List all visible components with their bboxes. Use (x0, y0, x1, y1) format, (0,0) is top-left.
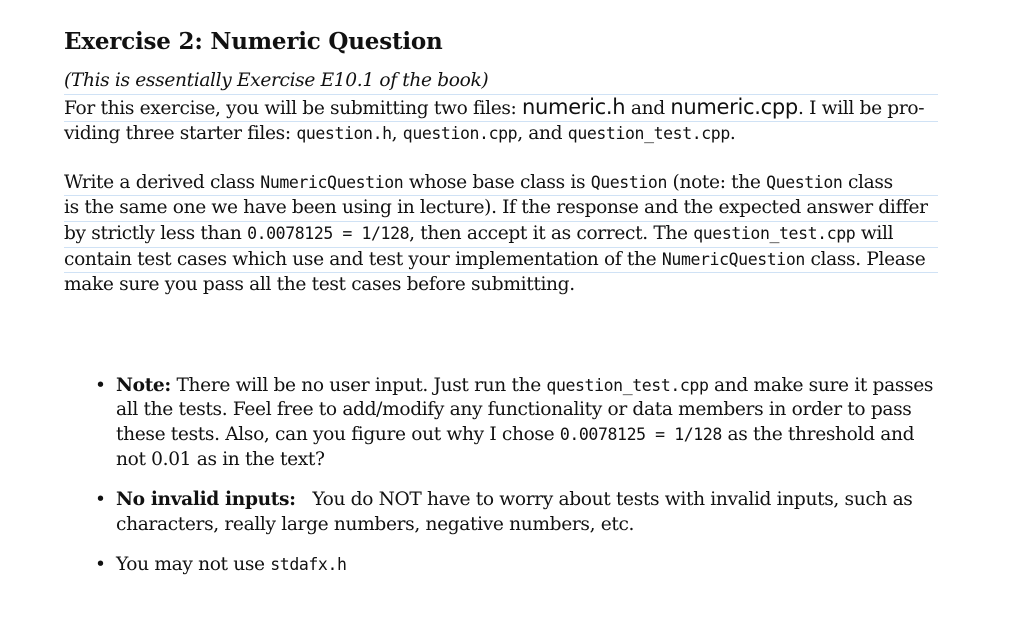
bullet-icon: • (95, 489, 106, 511)
starter-question-test-cpp: question_test.cpp (567, 124, 730, 144)
task-paragraph (64, 171, 938, 298)
invalid-inputs-label: No invalid inputs: (116, 489, 296, 511)
starter-question-h: question.h (296, 124, 392, 144)
threshold-code: 0.0078125 = 1/128 (247, 223, 410, 243)
bullet-icon: • (95, 554, 106, 576)
task-line-5: make sure you pass all the test cases before submitting. (64, 274, 575, 296)
list-item-stdafx: • You may not use stdafx.h (64, 553, 938, 578)
test-file-code: question_test.cpp (693, 223, 856, 243)
notes-list (64, 374, 938, 578)
exercise-heading: Exercise 2: Numeric Question (64, 28, 443, 55)
exercise-document (64, 28, 938, 594)
task-line-1: Write a derived class NumericQuestion whose base class is Question (note: the Question class (64, 171, 938, 197)
task-line-4: contain test cases which use and test your implementation of the NumericQuestion class. Please (64, 248, 938, 274)
class-name-code: NumericQuestion (260, 172, 404, 192)
starter-question-cpp: question.cpp (402, 124, 518, 144)
note-label: Note: (116, 374, 171, 396)
base-class-code: Question (590, 172, 667, 192)
stdafx-code: stdafx.h (270, 555, 347, 575)
task-line-3: by strictly less than 0.0078125 = 1/128, then accept it as correct. The question_test.cpp will (64, 222, 938, 248)
bullet-icon: • (95, 374, 106, 396)
file-numeric-cpp: numeric.cpp (670, 94, 798, 119)
intro-line-1: For this exercise, you will be submitting two files: numeric.h and numeric.cpp. I will be pro- (64, 95, 938, 123)
intro-aside: (This is essentially Exercise E10.1 of the book) (64, 69, 938, 95)
intro-line-2: viding three starter files: question.h, question.cpp, and question_test.cpp. (64, 123, 736, 145)
intro-paragraph (64, 69, 938, 147)
task-line-2: is the same one we have been using in lecture). If the response and the expected answer differ (64, 196, 938, 222)
list-item-invalid-inputs: • No invalid inputs: You do NOT have to worry about tests with invalid inputs, such as characters, really large numbers, negative numbers, etc. (95, 489, 913, 535)
file-numeric-h: numeric.h (522, 94, 626, 119)
list-item-note: • Note: There will be no user input. Just run the question_test.cpp and make sure it passes all the tests. Feel free to add/modify any functionality or data members in order to pass these tests. Also, can you figure out why I chose 0.0078125 = 1/128 as the threshold and not 0.01 as in the text? (95, 374, 934, 470)
